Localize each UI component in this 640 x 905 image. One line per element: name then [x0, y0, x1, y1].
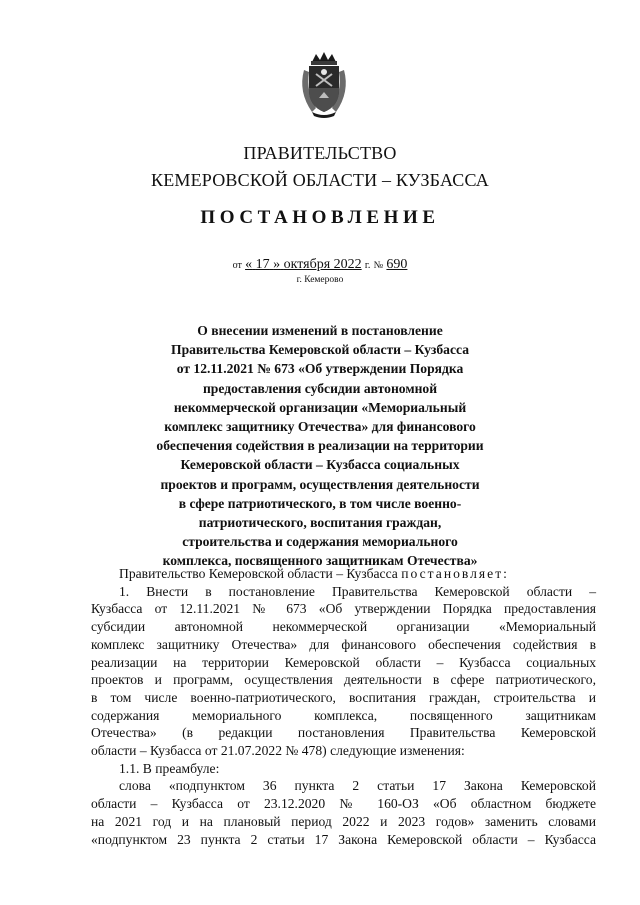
heading-line: патриотического, воспитания граждан,: [198, 515, 442, 531]
date-day-field: « 17 » октября 2022: [245, 257, 362, 272]
body-line: Кузбасса от 12.11.2021 № 673 «Об утверждении Порядка предоставления: [91, 601, 596, 617]
heading-line: Правительства Кемеровской области – Кузбасса: [171, 342, 469, 358]
body-intro-line: Правительство Кемеровской области – Кузбасса постановляет:: [119, 566, 509, 581]
body-line: комплекс защитнику Отечества» для финансового обеспечения содействия в: [91, 636, 596, 652]
body-line: проектов и программ, осуществления деятельности в сфере патриотического,: [91, 672, 596, 688]
body-line: «подпунктом 23 пункта 2 статьи 17 Закона Кемеровской области – Кузбасса: [91, 831, 596, 847]
body-line: слова «подпунктом 36 пункта 2 статьи 17 Закона Кемеровской: [119, 778, 596, 794]
heading-line: О внесении изменений в постановление: [197, 323, 443, 338]
decree-city: г. Кемерово: [296, 275, 344, 285]
decree-title: ПОСТАНОВЛЕНИЕ: [200, 207, 440, 228]
heading-line: Кемеровской области – Кузбасса социальных: [180, 457, 460, 473]
body-line: субсидии автономной некоммерческой организации «Мемориальный: [91, 619, 596, 635]
government-name-line1: ПРАВИТЕЛЬСТВО: [243, 143, 397, 163]
heading-line: предоставления субсидии автономной: [202, 380, 438, 396]
decree-number: 690: [386, 257, 408, 272]
decree-heading: [130, 321, 510, 571]
heading-line: строительства и содержания мемориального: [182, 534, 458, 550]
heading-line: в сфере патриотического, в том числе военно-: [178, 495, 462, 511]
heading-line: некоммерческой организации «Мемориальный: [173, 399, 467, 415]
body-line: области – Кузбасса от 21.07.2022 № 478) следующие изменения:: [91, 743, 465, 759]
body-line: Отечества» (в редакции постановления Правительства Кемеровской: [91, 725, 596, 741]
date-year-suffix: г.: [364, 260, 371, 271]
decree-body: [91, 565, 596, 848]
body-line: в том числе военно-патриотического, воспитания граждан, строительства и: [91, 689, 596, 705]
heading-line: проектов и программ, осуществления деятельности: [160, 476, 480, 492]
government-name-line2: КЕМЕРОВСКОЙ ОБЛАСТИ – КУЗБАССА: [151, 170, 489, 190]
heading-line: обеспечения содействия в реализации на территории: [156, 438, 484, 454]
number-sign: №: [373, 260, 384, 271]
body-line: 1.1. В преамбуле:: [119, 760, 220, 776]
coat-of-arms-icon: [298, 52, 350, 118]
body-line: реализации на территории Кемеровской области – Кузбасса социальных: [91, 654, 596, 670]
decree-date-line: [0, 256, 640, 273]
date-prefix: от: [232, 260, 242, 271]
heading-line: от 12.11.2021 № 673 «Об утверждении Порядка: [176, 361, 464, 377]
heading-line: комплекса, посвященного защитникам Отечества»: [162, 553, 478, 569]
body-line: на 2021 год и на плановый период 2022 и 2023 годов» заменить словами: [91, 813, 596, 829]
heading-line: комплекс защитнику Отечества» для финансового: [164, 419, 476, 435]
body-line: содержания мемориального комплекса, посвященного защитникам: [91, 707, 596, 723]
body-line: 1. Внести в постановление Правительства Кемеровской области –: [119, 583, 596, 599]
body-line: области – Кузбасса от 23.12.2020 № 160-ОЗ «Об областном бюджете: [91, 796, 596, 812]
